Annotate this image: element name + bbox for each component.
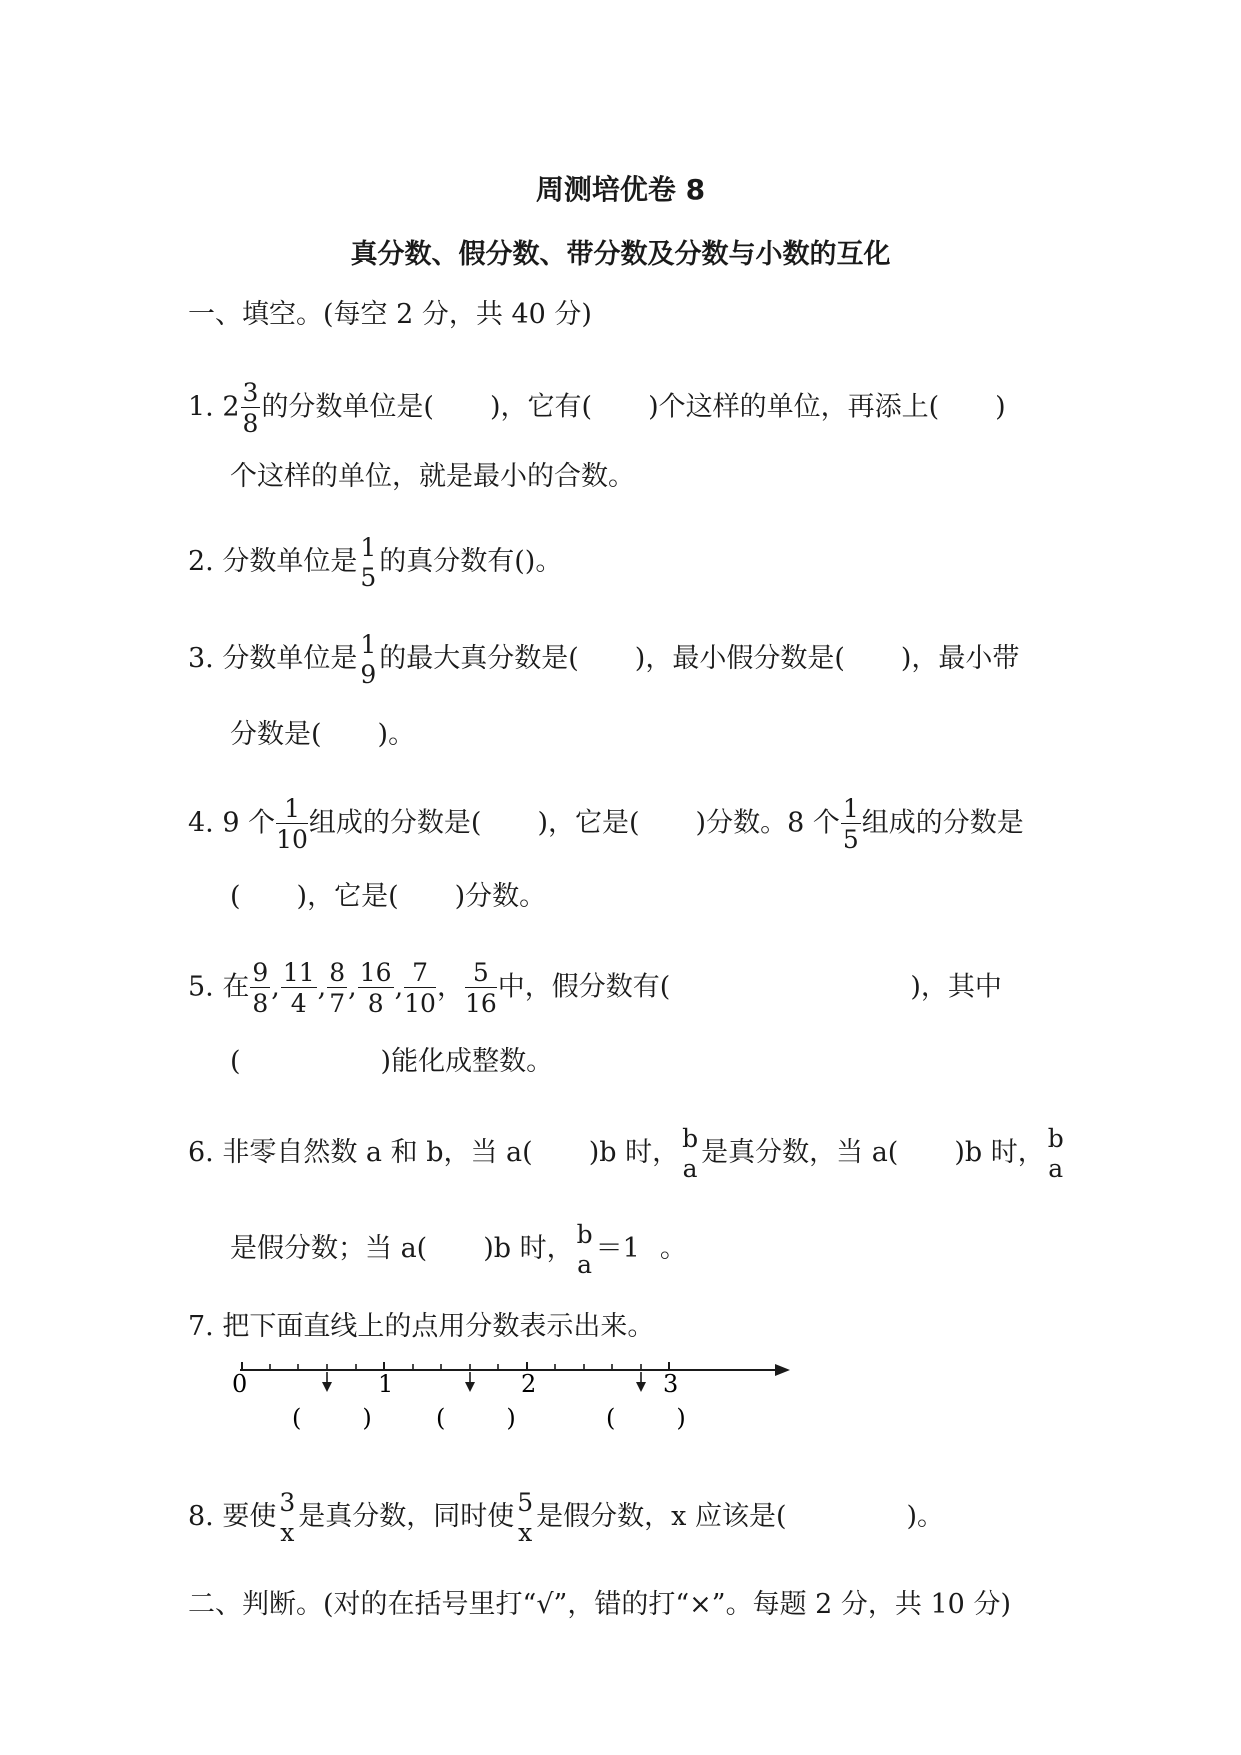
q5-text-a: 中，假分数有(: [497, 971, 671, 1003]
answer-paren-2: ( ): [436, 1404, 516, 1432]
page-subtitle: 真分数、假分数、带分数及分数与小数的互化: [350, 239, 891, 270]
q1-text-c: )个这样的单位，再添上(: [648, 391, 940, 423]
q6-text-c: )b 时，: [954, 1137, 1045, 1168]
tick-label-0: 0: [232, 1370, 248, 1398]
q6-line2-c: ＝1: [595, 1233, 640, 1264]
q3-text-a: 的最大真分数是(: [379, 643, 579, 674]
q5-separator: ,: [317, 971, 327, 1003]
q5-fraction-6: [465, 960, 497, 1016]
q8-frac2-denominator: x: [518, 1518, 533, 1547]
q3-line2-b: )。: [377, 719, 416, 750]
q2-frac-numerator: 1: [360, 533, 377, 562]
q1-frac-denominator: 8: [242, 409, 259, 438]
q6-text-a: )b 时，: [588, 1137, 680, 1168]
answer-paren-1: ( ): [292, 1404, 372, 1432]
q5-frac4-denominator: 8: [367, 989, 384, 1018]
q6-frac2-denominator: a: [1048, 1154, 1064, 1183]
q5-frac1-denominator: 8: [252, 989, 269, 1018]
q6-frac3-numerator: b: [576, 1220, 593, 1249]
q6-number: 6. 非零自然数 a 和 b，当 a(: [188, 1137, 533, 1168]
q3-fraction: [358, 632, 378, 687]
q1-text-d: ): [995, 391, 1006, 423]
q4-text-c: )分数。8 个: [695, 807, 840, 839]
q3-line2-a: 分数是(: [230, 719, 322, 750]
q5-text-b: )，其中: [910, 971, 1002, 1003]
question-8: [188, 1490, 944, 1545]
q2-text-a: 的真分数有()。: [379, 546, 563, 577]
q5-fraction-5: [404, 960, 436, 1016]
q2-frac-denominator: 5: [360, 563, 377, 592]
q1-text-a: 的分数单位是(: [261, 391, 434, 423]
question-3: [188, 632, 1019, 687]
q5-separator: ,: [348, 971, 357, 1003]
q5-number: 5. 在: [188, 971, 250, 1003]
q5-frac4-numerator: 16: [359, 958, 392, 987]
q8-fraction-1: [277, 1490, 297, 1545]
q5-line2-a: (: [230, 1046, 241, 1077]
q1-frac-numerator: 3: [242, 378, 259, 407]
q1-text-b: )，它有(: [489, 391, 593, 423]
question-5: [188, 960, 1002, 1016]
page-title: 周测培优卷 8: [535, 173, 706, 206]
q8-text-c: )。: [906, 1501, 945, 1532]
q3-text-c: )，最小带: [900, 643, 1020, 674]
q6-line2-b: )b 时，: [483, 1233, 574, 1264]
q1-number: 1. 2: [188, 391, 240, 423]
q8-frac1-numerator: 3: [279, 1488, 296, 1517]
number-line-ticks: [242, 1362, 669, 1370]
q4-frac1-numerator: 1: [276, 796, 308, 824]
question-1: [188, 380, 1006, 436]
q6-frac2-numerator: b: [1047, 1124, 1064, 1153]
q6-frac3-denominator: a: [577, 1250, 593, 1279]
q6-line2: [230, 1222, 687, 1277]
q8-number: 8. 要使: [188, 1501, 277, 1532]
q5-frac6-numerator: 5: [465, 960, 497, 988]
q8-frac2-numerator: 5: [517, 1488, 534, 1517]
q5-fraction-2: [281, 960, 317, 1016]
q3-frac-numerator: 1: [360, 630, 377, 659]
q6-line2-a: 是假分数；当 a(: [230, 1233, 428, 1264]
q4-text-d: 组成的分数是: [861, 807, 1024, 839]
question-6: [188, 1126, 1067, 1181]
q1-fraction: [241, 380, 261, 436]
question-7: 7. 把下面直线上的点用分数表示出来。: [188, 1311, 655, 1342]
q4-line2: [230, 880, 546, 914]
q5-line2-b: )能化成整数。: [380, 1046, 554, 1077]
q5-frac2-numerator: 11: [282, 958, 315, 987]
q5-frac3-numerator: 8: [329, 958, 346, 987]
q5-frac6-denominator: 16: [464, 989, 497, 1018]
q4-fraction-1: [276, 796, 308, 852]
q3-line2: [230, 718, 415, 752]
q4-fraction-2: [841, 796, 861, 852]
q4-line2-a: (: [230, 881, 241, 912]
q6-fraction-3: [575, 1222, 595, 1277]
number-line: [230, 1348, 790, 1438]
tick-label-1: 1: [378, 1370, 394, 1398]
q4-text-b: )，它是(: [537, 807, 640, 839]
q4-text-a: 组成的分数是(: [308, 807, 482, 839]
section-2-heading: 二、判断。(对的在括号里打“√”，错的打“×”。每题 2 分，共 10 分): [188, 1589, 1011, 1620]
q4-frac1-denominator: 10: [276, 825, 308, 854]
q8-text-a: 是真分数，同时使: [298, 1501, 515, 1532]
q4-line2-b: )，它是(: [296, 881, 399, 912]
q5-frac3-denominator: 7: [329, 989, 346, 1018]
tick-label-2: 2: [521, 1370, 537, 1398]
q6-line2-d: 。: [659, 1233, 687, 1264]
q6-frac1-numerator: b: [682, 1124, 699, 1153]
q8-text-b: 是假分数，x 应该是(: [536, 1501, 787, 1532]
q6-fraction-2: [1046, 1126, 1066, 1181]
q6-fraction-1: [680, 1126, 700, 1181]
q4-frac2-denominator: 5: [842, 825, 859, 854]
tick-label-3: 3: [663, 1370, 679, 1398]
q1-line2: 个这样的单位，就是最小的合数。: [230, 461, 635, 492]
q5-frac1-numerator: 9: [252, 958, 269, 987]
q2-fraction: [358, 535, 378, 590]
section-1-heading: 一、填空。(每空 2 分，共 40 分): [188, 299, 592, 330]
q3-frac-denominator: 9: [360, 660, 377, 689]
q5-frac2-denominator: 4: [290, 989, 307, 1018]
q5-frac5-denominator: 10: [404, 989, 436, 1018]
q4-frac2-numerator: 1: [842, 794, 859, 823]
q8-frac1-denominator: x: [280, 1518, 295, 1547]
q2-number: 2. 分数单位是: [188, 546, 358, 577]
q5-fraction-1: [250, 960, 270, 1016]
question-4: [188, 796, 1024, 852]
q6-frac1-denominator: a: [682, 1154, 698, 1183]
q5-fraction-4: [358, 960, 394, 1016]
q5-separator-last: ，: [436, 971, 464, 1003]
q3-text-b: )，最小假分数是(: [634, 643, 845, 674]
number-line-arrowhead: [775, 1364, 790, 1376]
question-2: [188, 535, 562, 590]
q4-number: 4. 9 个: [188, 807, 276, 839]
q5-separator: ,: [271, 971, 280, 1003]
q5-frac5-numerator: 7: [404, 960, 436, 988]
q5-separator: ,: [394, 971, 404, 1003]
q6-text-b: 是真分数，当 a(: [701, 1137, 899, 1168]
q5-fraction-3: [327, 960, 347, 1016]
q5-line2: [230, 1045, 553, 1079]
q8-fraction-2: [515, 1490, 535, 1545]
q4-line2-c: )分数。: [454, 881, 547, 912]
answer-paren-3: ( ): [606, 1404, 686, 1432]
number-line-arrows: [322, 1372, 646, 1392]
q3-number: 3. 分数单位是: [188, 643, 358, 674]
